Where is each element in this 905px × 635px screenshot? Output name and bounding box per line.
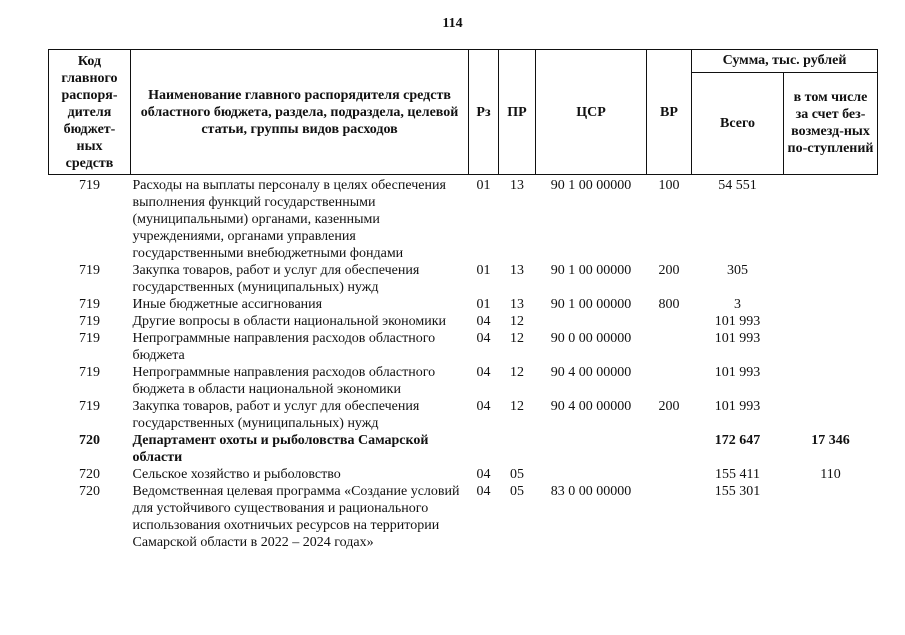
cell-pr: 13: [510, 263, 524, 278]
cell-csr: 83 0 00 00000: [550, 484, 632, 499]
cell-code: 719: [79, 178, 100, 193]
cell-code: 719: [79, 331, 100, 346]
cell-nonrepayable: [784, 483, 878, 551]
cell-code: 719: [79, 263, 100, 278]
table-row: [49, 313, 878, 330]
table-row: [49, 296, 878, 313]
cell-name: Закупка товаров, работ и услуг для обеспечения государственных (муниципальных) нужд: [132, 399, 420, 431]
cell-nonrepayable: 17 346: [811, 433, 850, 448]
cell-rz: 04: [476, 331, 491, 346]
header-total: Всего: [692, 72, 784, 174]
cell-rz: 01: [476, 178, 491, 193]
cell-total: 101 993: [714, 331, 761, 346]
cell-rz: 04: [476, 365, 491, 380]
cell-pr: 05: [510, 484, 524, 499]
header-nonrepayable: в том числе за счет без-возмезд-ных по-ступлений: [784, 72, 878, 174]
cell-name: Закупка товаров, работ и услуг для обеспечения государственных (муниципальных) нужд: [132, 263, 420, 295]
cell-name: Непрограммные направления расходов областного бюджета: [132, 331, 436, 363]
cell-rz: 04: [476, 467, 491, 482]
cell-name: Ведомственная целевая программа «Создание условий для устойчивого существования и рационального использования охотничьих ресурсов на территории Самарской области в 2022 – 2024 годах»: [132, 484, 460, 550]
cell-vr: [647, 330, 692, 364]
cell-csr: [536, 432, 647, 466]
cell-vr: 200: [658, 263, 680, 278]
cell-code: 719: [79, 365, 100, 380]
cell-code: 720: [79, 484, 100, 499]
table-row: [49, 483, 878, 551]
cell-rz: 04: [476, 399, 491, 414]
header-vr: ВР: [647, 50, 692, 175]
cell-code: 720: [79, 467, 100, 482]
cell-csr: 90 1 00 00000: [550, 297, 632, 312]
cell-rz: 01: [476, 297, 491, 312]
cell-nonrepayable: [784, 398, 878, 432]
header-code: Код главного распоря-дителя бюджет-ных средств: [49, 50, 131, 175]
cell-nonrepayable: [784, 330, 878, 364]
cell-code: 720: [79, 433, 100, 448]
header-sum-group: Сумма, тыс. рублей: [692, 50, 878, 73]
cell-total: 155 301: [714, 484, 761, 499]
cell-csr: 90 1 00 00000: [550, 178, 632, 193]
cell-pr: 12: [510, 399, 524, 414]
cell-pr: 12: [510, 314, 524, 329]
cell-csr: 90 4 00 00000: [550, 399, 632, 414]
cell-vr: 200: [658, 399, 680, 414]
cell-nonrepayable: [784, 364, 878, 398]
cell-pr: 12: [510, 331, 524, 346]
cell-total: 3: [734, 297, 741, 312]
cell-pr: 13: [510, 178, 524, 193]
cell-csr: 90 0 00 00000: [550, 331, 632, 346]
table-row: [49, 432, 878, 466]
cell-vr: [647, 483, 692, 551]
table-row: [49, 175, 878, 263]
cell-code: 719: [79, 297, 100, 312]
cell-nonrepayable: [784, 296, 878, 313]
header-name: Наименование главного распорядителя средств областного бюджета, раздела, подраздела, целевой статьи, группы видов расходов: [131, 50, 469, 175]
cell-nonrepayable: [784, 313, 878, 330]
cell-rz: 04: [476, 484, 491, 499]
cell-vr: [647, 466, 692, 483]
cell-rz: 04: [476, 314, 491, 329]
cell-total: 155 411: [715, 467, 760, 482]
cell-pr: [499, 432, 536, 466]
cell-csr: [536, 313, 647, 330]
table-row: [49, 364, 878, 398]
table-row: [49, 330, 878, 364]
cell-vr: [647, 313, 692, 330]
cell-pr: 13: [510, 297, 524, 312]
cell-name: Расходы на выплаты персоналу в целях обеспечения выполнения функций государственными (муниципальными) органами, казенными учреждениями, органами управления государственными внебюджетными фондами: [132, 178, 446, 261]
cell-name: Непрограммные направления расходов областного бюджета в области национальной экономики: [132, 365, 436, 397]
cell-name: Другие вопросы в области национальной экономики: [132, 314, 447, 329]
cell-vr: 800: [658, 297, 680, 312]
header-pr: ПР: [499, 50, 536, 175]
table-row: [49, 398, 878, 432]
page-number: 114: [442, 16, 463, 31]
table-row: [49, 262, 878, 296]
cell-name: Департамент охоты и рыболовства Самарской области: [132, 433, 429, 465]
table-header: [49, 50, 878, 175]
budget-table: [48, 49, 878, 551]
cell-code: 719: [79, 314, 100, 329]
cell-pr: 05: [510, 467, 524, 482]
cell-pr: 12: [510, 365, 524, 380]
cell-name: Иные бюджетные ассигнования: [132, 297, 323, 312]
cell-total: 101 993: [714, 365, 761, 380]
cell-total: 305: [727, 263, 748, 278]
cell-code: 719: [79, 399, 100, 414]
cell-vr: [647, 364, 692, 398]
cell-vr: [647, 432, 692, 466]
cell-total: 54 551: [718, 178, 757, 193]
cell-csr: [536, 466, 647, 483]
header-rz: Рз: [469, 50, 499, 175]
cell-rz: [469, 432, 499, 466]
cell-nonrepayable: 110: [820, 467, 841, 482]
cell-vr: 100: [658, 178, 680, 193]
cell-total: 172 647: [714, 433, 761, 448]
cell-nonrepayable: [784, 262, 878, 296]
header-csr: ЦСР: [536, 50, 647, 175]
table-row: [49, 466, 878, 483]
cell-nonrepayable: [784, 175, 878, 263]
table-body: [49, 175, 878, 552]
cell-total: 101 993: [714, 399, 761, 414]
cell-name: Сельское хозяйство и рыболовство: [132, 467, 341, 482]
cell-csr: 90 4 00 00000: [550, 365, 632, 380]
cell-total: 101 993: [714, 314, 761, 329]
cell-rz: 01: [476, 263, 491, 278]
cell-csr: 90 1 00 00000: [550, 263, 632, 278]
